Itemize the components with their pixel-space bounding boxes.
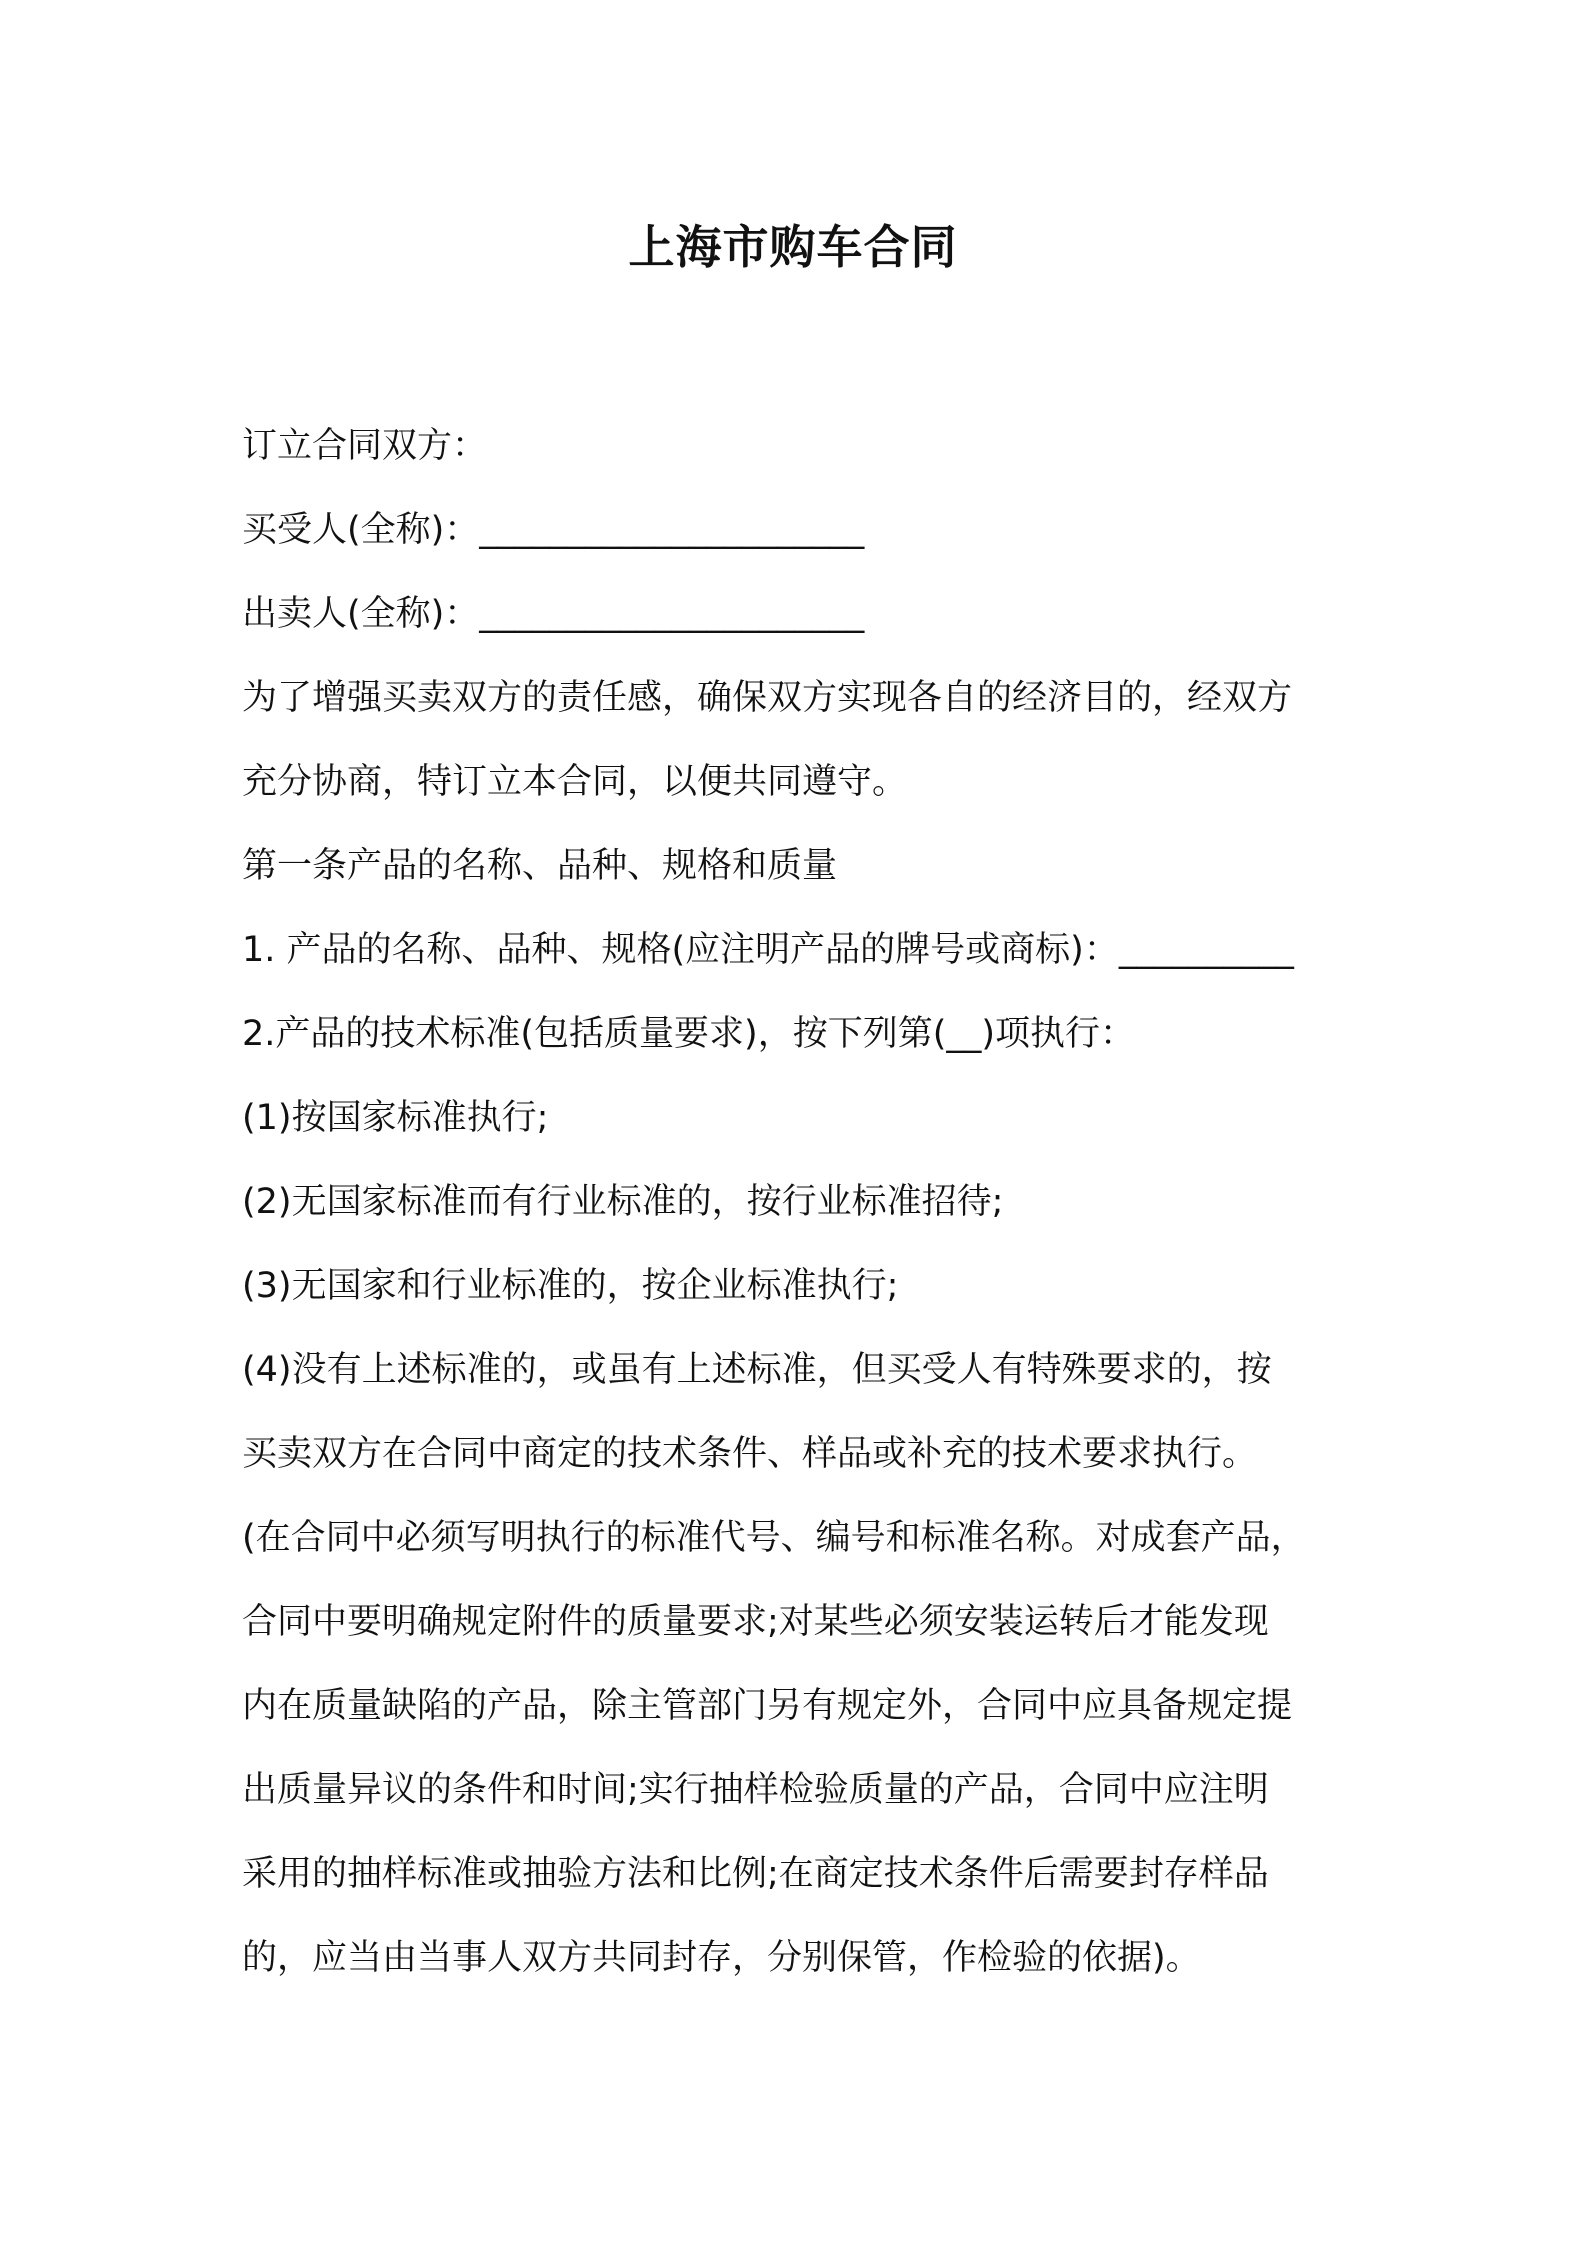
option-1: (1)按国家标准执行; bbox=[242, 1098, 549, 1138]
note-line-1: (在合同中必须写明执行的标准代号、编号和标准名称。对成套产品， bbox=[242, 1518, 1306, 1558]
option-3: (3)无国家和行业标准的，按企业标准执行; bbox=[242, 1266, 899, 1306]
option-4-line-2: 买卖双方在合同中商定的技术条件、样品或补充的技术要求执行。 bbox=[242, 1434, 1258, 1474]
parties-heading: 订立合同双方： bbox=[242, 426, 488, 466]
clause-1-2: 2.产品的技术标准(包括质量要求)，按下列第(__)项执行： bbox=[242, 1014, 1136, 1054]
clause-1-1: 1. 产品的名称、品种、规格(应注明产品的牌号或商标)：__________ bbox=[242, 930, 1294, 970]
document-title: 上海市购车合同 bbox=[628, 220, 958, 274]
option-4-line-1: (4)没有上述标准的，或虽有上述标准，但买受人有特殊要求的，按 bbox=[242, 1350, 1272, 1390]
preamble-line-1: 为了增强买卖双方的责任感，确保双方实现各自的经济目的，经双方 bbox=[242, 678, 1293, 718]
option-2: (2)无国家标准而有行业标准的，按行业标准招待; bbox=[242, 1182, 1004, 1222]
preamble-line-2: 充分协商，特订立本合同，以便共同遵守。 bbox=[242, 762, 908, 802]
document-body bbox=[242, 404, 1372, 2000]
note-line-6: 的，应当由当事人双方共同封存，分别保管，作检验的依据)。 bbox=[242, 1938, 1201, 1978]
note-line-5: 采用的抽样标准或抽验方法和比例;在商定技术条件后需要封存样品 bbox=[242, 1854, 1269, 1894]
note-line-3: 内在质量缺陷的产品，除主管部门另有规定外，合同中应具备规定提 bbox=[242, 1686, 1293, 1726]
note-line-2: 合同中要明确规定附件的质量要求;对某些必须安装运转后才能发现 bbox=[242, 1602, 1269, 1642]
note-line-4: 出质量异议的条件和时间;实行抽样检验质量的产品，合同中应注明 bbox=[242, 1770, 1269, 1810]
seller-line: 出卖人(全称)：______________________ bbox=[242, 594, 865, 634]
article-1-heading: 第一条产品的名称、品种、规格和质量 bbox=[242, 846, 838, 886]
buyer-line: 买受人(全称)：______________________ bbox=[242, 510, 865, 550]
